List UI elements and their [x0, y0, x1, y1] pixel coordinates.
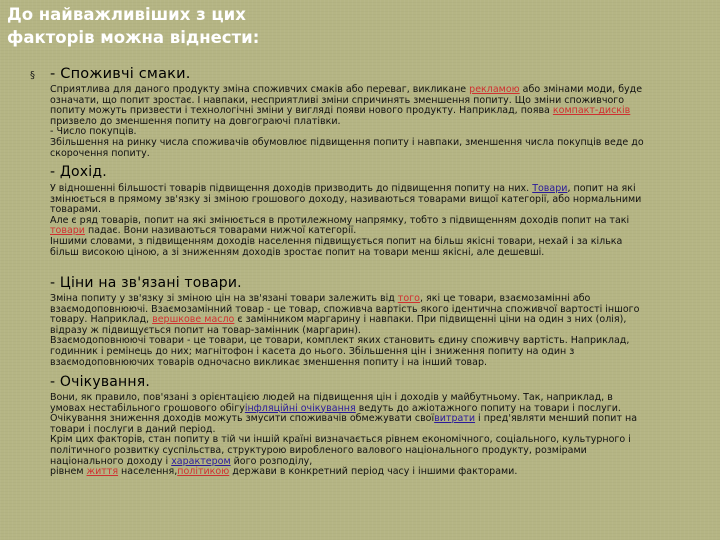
- text: є замінником маргарину і навпаки. При підвищенні ціни на один з них (олія), відразу ж підвищується попит на товар-замінник (маргарин).: [50, 314, 627, 336]
- text: У відношенні більшості товарів підвищення доходів призводить до підвищення попиту на них.: [50, 183, 533, 194]
- text: ведуть до ажіотажного попиту на товари і послуги. Очікування зниження доходів можуть змусити споживачів обмежувати свої: [50, 402, 621, 425]
- text: Сприятлива для даного продукту зміна споживчих смаків або переваг, викликане: [50, 84, 470, 95]
- link-life[interactable]: життя: [86, 466, 119, 478]
- heading-related-goods-prices: - Ціни на зв'язані товари.: [50, 275, 242, 291]
- heading-consumer-tastes: - Споживчі смаки.: [50, 66, 191, 82]
- text: , попит на які змінюється в прямому зв'язку зі зміною грошового доходу, називаються товарами вищої категорії, або нормальними товарами.: [50, 183, 642, 216]
- paragraph-consumer-tastes: [50, 85, 650, 159]
- paragraph-related-goods: [50, 294, 650, 368]
- heading-income: - Дохід.: [50, 164, 107, 180]
- link-butter[interactable]: вершкове масло: [152, 314, 235, 326]
- text: і пред'являти менший попит на товари і послуги в даний період.: [50, 413, 638, 435]
- text: його розподілу,: [230, 455, 313, 467]
- text: Але є ряд товарів, попит на які змінюється в протилежному напрямку, тобто з підвищенням доходів попит на такі: [50, 214, 630, 226]
- link-inflation-expectations[interactable]: інфляційні очікування: [244, 402, 356, 414]
- paragraph-expectations: [50, 393, 650, 478]
- text: падає. Вони називаються товарами нижчої категорії.: [84, 225, 357, 237]
- link-advertising[interactable]: рекламою: [469, 84, 520, 95]
- link-goods-inferior[interactable]: товари: [50, 225, 85, 237]
- text: , які це товари, взаємозамінні або взаємодоповнюючі. Взаємозамінний товар - це товар, споживча вартість якого ідентична споживчої вартості іншого товару. Наприклад,: [50, 293, 640, 326]
- text: Збільшення на ринку числа споживачів обумовлює підвищення попиту і навпаки, зменшення числа покупців веде до скорочення попиту.: [50, 136, 644, 159]
- link-goods[interactable]: Товари: [532, 183, 568, 194]
- paragraph-income: [50, 184, 650, 258]
- link-policy[interactable]: політикою: [177, 466, 230, 478]
- text: рівнем: [50, 466, 87, 478]
- text: або змінами моди, буде означати, що попит зростає. І навпаки, несприятливі зміни спричинять зменшення попиту. Що зміни споживчого попиту можуть призвести і технологічні зміни у вигляді появи нового продукту. Наприклад, поява: [50, 84, 643, 117]
- text: Зміна попиту у зв'язку зі зміною цін на зв'язані товари залежить від: [50, 293, 398, 304]
- title-line-1: До найважливіших з цих: [7, 5, 246, 24]
- title-line-2: факторів можна віднести:: [7, 28, 260, 47]
- text: Іншими словами, з підвищенням доходів населення підвищується попит на більш якісні товари, нехай і за кілька більш високою ціною, а зі зниженням доходів зростає попит на товари менш якісні, але дешевші.: [50, 235, 623, 258]
- subheading-buyers-count: - Число покупців.: [50, 126, 137, 138]
- square-bullet-icon: §: [30, 70, 35, 81]
- link-expenses[interactable]: витрати: [434, 413, 476, 425]
- link-that[interactable]: того: [397, 293, 420, 304]
- text: Крім цих факторів, стан попиту в тій чи іншій країні визначається рівнем економічного, соціального, культурного і політичного розвитку суспільства, структурою виробленого валового національного продукту, розмірами національного доходу і: [50, 434, 631, 467]
- text: держави в конкретний період часу і іншими факторами.: [229, 466, 518, 478]
- text: призвело до зменшення попиту на довгограючі платівки.: [50, 115, 341, 127]
- link-character[interactable]: характером: [171, 455, 231, 467]
- link-compact-discs[interactable]: компакт-дисків: [552, 105, 631, 117]
- text: населення,: [118, 466, 178, 478]
- text: Вони, як правило, пов'язані з орієнтацією людей на підвищення цін і доходів у майбутньому. Так, наприклад, в умовах нестабільного грошового обігу: [50, 392, 613, 414]
- slide-title: [7, 3, 427, 49]
- heading-expectations: - Очікування.: [50, 374, 151, 390]
- text: Взаємодоповнюючі товари - це товари, це товари, комплект яких становить єдину споживчу вартість. Наприклад, годинник і ремінець до них; магнітофон і касета до нього. Збільшення цін і зниження попиту на один з взаємодоповнюючих товарів одночасно викликає зменшення попиту і на інший товар.: [50, 335, 630, 368]
